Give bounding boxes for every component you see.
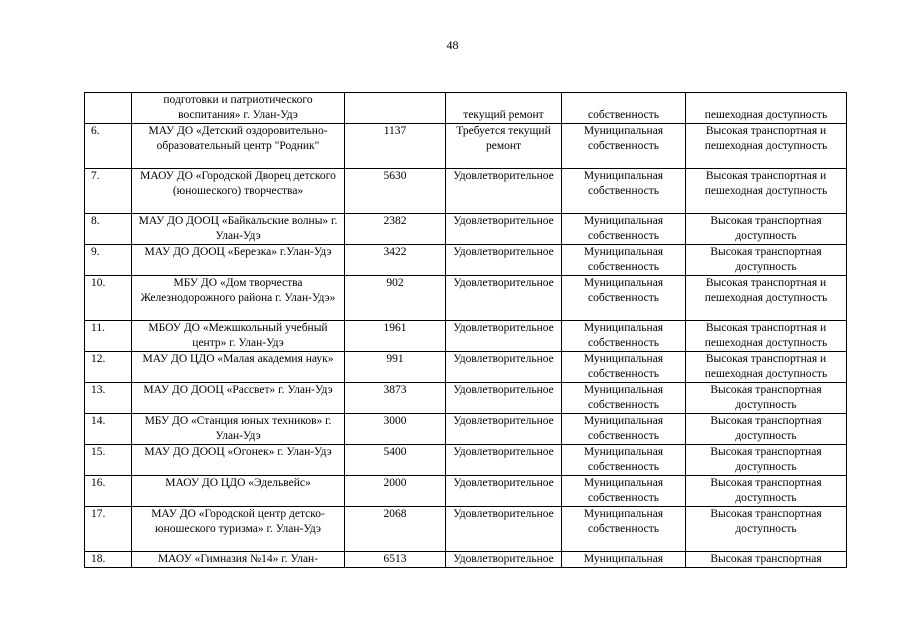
row-number-cell: 17. bbox=[85, 507, 132, 552]
condition-status-cell: Удовлетворительное bbox=[446, 245, 562, 276]
institution-name-cell: МБУ ДО «Дом творчества Железнодорожного района г. Улан-Удэ» bbox=[132, 276, 345, 321]
ownership-type-cell: собственность bbox=[562, 93, 686, 124]
institution-name-cell: МАУ ДО ЦДО «Малая академия наук» bbox=[132, 352, 345, 383]
institution-name-cell: МАУ ДО «Детский оздоровительно-образовательный центр "Родник" bbox=[132, 124, 345, 169]
table-row bbox=[85, 552, 847, 568]
table-row bbox=[85, 214, 847, 245]
transport-accessibility-cell: Высокая транспортная доступность bbox=[686, 245, 847, 276]
condition-status-cell: Удовлетворительное bbox=[446, 169, 562, 214]
transport-accessibility-cell: Высокая транспортная доступность bbox=[686, 476, 847, 507]
transport-accessibility-cell: Высокая транспортная доступность bbox=[686, 445, 847, 476]
transport-accessibility-cell: Высокая транспортная доступность bbox=[686, 507, 847, 552]
ownership-type-cell: Муниципальная собственность bbox=[562, 352, 686, 383]
institution-name-cell: МАУ ДО ДООЦ «Огонек» г. Улан-Удэ bbox=[132, 445, 345, 476]
institution-name-cell: МАУ ДО ДООЦ «Березка» г.Улан-Удэ bbox=[132, 245, 345, 276]
transport-accessibility-cell: пешеходная доступность bbox=[686, 93, 847, 124]
row-number-cell: 6. bbox=[85, 124, 132, 169]
condition-status-cell: Удовлетворительное bbox=[446, 352, 562, 383]
ownership-type-cell: Муниципальная собственность bbox=[562, 383, 686, 414]
row-number-cell: 7. bbox=[85, 169, 132, 214]
area-value-cell: 3873 bbox=[345, 383, 446, 414]
area-value-cell: 6513 bbox=[345, 552, 446, 568]
institution-name-cell: МАУ ДО ДООЦ «Байкальские волны» г. Улан-Удэ bbox=[132, 214, 345, 245]
ownership-type-cell: Муниципальная собственность bbox=[562, 414, 686, 445]
ownership-type-cell: Муниципальная собственность bbox=[562, 169, 686, 214]
table-row bbox=[85, 414, 847, 445]
institutions-table bbox=[84, 92, 847, 568]
area-value-cell: 1961 bbox=[345, 321, 446, 352]
ownership-type-cell: Муниципальная собственность bbox=[562, 124, 686, 169]
row-number-cell: 13. bbox=[85, 383, 132, 414]
condition-status-cell: Удовлетворительное bbox=[446, 476, 562, 507]
row-number-cell: 11. bbox=[85, 321, 132, 352]
area-value-cell: 1137 bbox=[345, 124, 446, 169]
ownership-type-cell: Муниципальная собственность bbox=[562, 476, 686, 507]
condition-status-cell: Удовлетворительное bbox=[446, 214, 562, 245]
area-value-cell: 5630 bbox=[345, 169, 446, 214]
transport-accessibility-cell: Высокая транспортная и пешеходная доступность bbox=[686, 169, 847, 214]
area-value-cell: 2382 bbox=[345, 214, 446, 245]
ownership-type-cell: Муниципальная собственность bbox=[562, 245, 686, 276]
table-row bbox=[85, 476, 847, 507]
transport-accessibility-cell: Высокая транспортная доступность bbox=[686, 414, 847, 445]
condition-status-cell: Удовлетворительное bbox=[446, 383, 562, 414]
row-number-cell: 12. bbox=[85, 352, 132, 383]
table-row bbox=[85, 169, 847, 214]
area-value-cell: 991 bbox=[345, 352, 446, 383]
institution-name-cell: МАУ ДО «Городской центр детско-юношеского туризма» г. Улан-Удэ bbox=[132, 507, 345, 552]
institution-name-cell: подготовки и патриотического воспитания» г. Улан-Удэ bbox=[132, 93, 345, 124]
institution-name-cell: МАОУ «Гимназия №14» г. Улан- bbox=[132, 552, 345, 568]
institution-name-cell: МАУ ДО ДООЦ «Рассвет» г. Улан-Удэ bbox=[132, 383, 345, 414]
transport-accessibility-cell: Высокая транспортная и пешеходная доступность bbox=[686, 276, 847, 321]
table-row bbox=[85, 124, 847, 169]
institution-name-cell: МБУ ДО «Станция юных техников» г. Улан-Удэ bbox=[132, 414, 345, 445]
area-value-cell: 3422 bbox=[345, 245, 446, 276]
row-number-cell: 8. bbox=[85, 214, 132, 245]
transport-accessibility-cell: Высокая транспортная и пешеходная доступность bbox=[686, 321, 847, 352]
table-row bbox=[85, 321, 847, 352]
area-value-cell: 2068 bbox=[345, 507, 446, 552]
table-row bbox=[85, 93, 847, 124]
row-number-cell: 9. bbox=[85, 245, 132, 276]
condition-status-cell: Удовлетворительное bbox=[446, 507, 562, 552]
row-number-cell: 14. bbox=[85, 414, 132, 445]
condition-status-cell: Удовлетворительное bbox=[446, 321, 562, 352]
ownership-type-cell: Муниципальная собственность bbox=[562, 214, 686, 245]
transport-accessibility-cell: Высокая транспортная и пешеходная доступность bbox=[686, 124, 847, 169]
table-row bbox=[85, 445, 847, 476]
condition-status-cell: текущий ремонт bbox=[446, 93, 562, 124]
condition-status-cell: Требуется текущий ремонт bbox=[446, 124, 562, 169]
condition-status-cell: Удовлетворительное bbox=[446, 552, 562, 568]
transport-accessibility-cell: Высокая транспортная и пешеходная доступность bbox=[686, 352, 847, 383]
area-value-cell bbox=[345, 93, 446, 124]
ownership-type-cell: Муниципальная собственность bbox=[562, 321, 686, 352]
condition-status-cell: Удовлетворительное bbox=[446, 414, 562, 445]
row-number-cell: 10. bbox=[85, 276, 132, 321]
transport-accessibility-cell: Высокая транспортная доступность bbox=[686, 214, 847, 245]
row-number-cell bbox=[85, 93, 132, 124]
transport-accessibility-cell: Высокая транспортная доступность bbox=[686, 383, 847, 414]
table-row bbox=[85, 352, 847, 383]
page-number: 48 bbox=[446, 38, 459, 52]
condition-status-cell: Удовлетворительное bbox=[446, 276, 562, 321]
row-number-cell: 16. bbox=[85, 476, 132, 507]
area-value-cell: 902 bbox=[345, 276, 446, 321]
table-body bbox=[85, 93, 847, 568]
table-row bbox=[85, 245, 847, 276]
condition-status-cell: Удовлетворительное bbox=[446, 445, 562, 476]
ownership-type-cell: Муниципальная собственность bbox=[562, 445, 686, 476]
ownership-type-cell: Муниципальная собственность bbox=[562, 276, 686, 321]
institution-name-cell: МАОУ ДО ЦДО «Эдельвейс» bbox=[132, 476, 345, 507]
row-number-cell: 18. bbox=[85, 552, 132, 568]
institution-name-cell: МАОУ ДО «Городской Дворец детского (юношеского) творчества» bbox=[132, 169, 345, 214]
ownership-type-cell: Муниципальная bbox=[562, 552, 686, 568]
table-row bbox=[85, 276, 847, 321]
area-value-cell: 3000 bbox=[345, 414, 446, 445]
row-number-cell: 15. bbox=[85, 445, 132, 476]
ownership-type-cell: Муниципальная собственность bbox=[562, 507, 686, 552]
area-value-cell: 2000 bbox=[345, 476, 446, 507]
area-value-cell: 5400 bbox=[345, 445, 446, 476]
table-row bbox=[85, 383, 847, 414]
table-row bbox=[85, 507, 847, 552]
transport-accessibility-cell: Высокая транспортная bbox=[686, 552, 847, 568]
institution-name-cell: МБОУ ДО «Межшкольный учебный центр» г. Улан-Удэ bbox=[132, 321, 345, 352]
